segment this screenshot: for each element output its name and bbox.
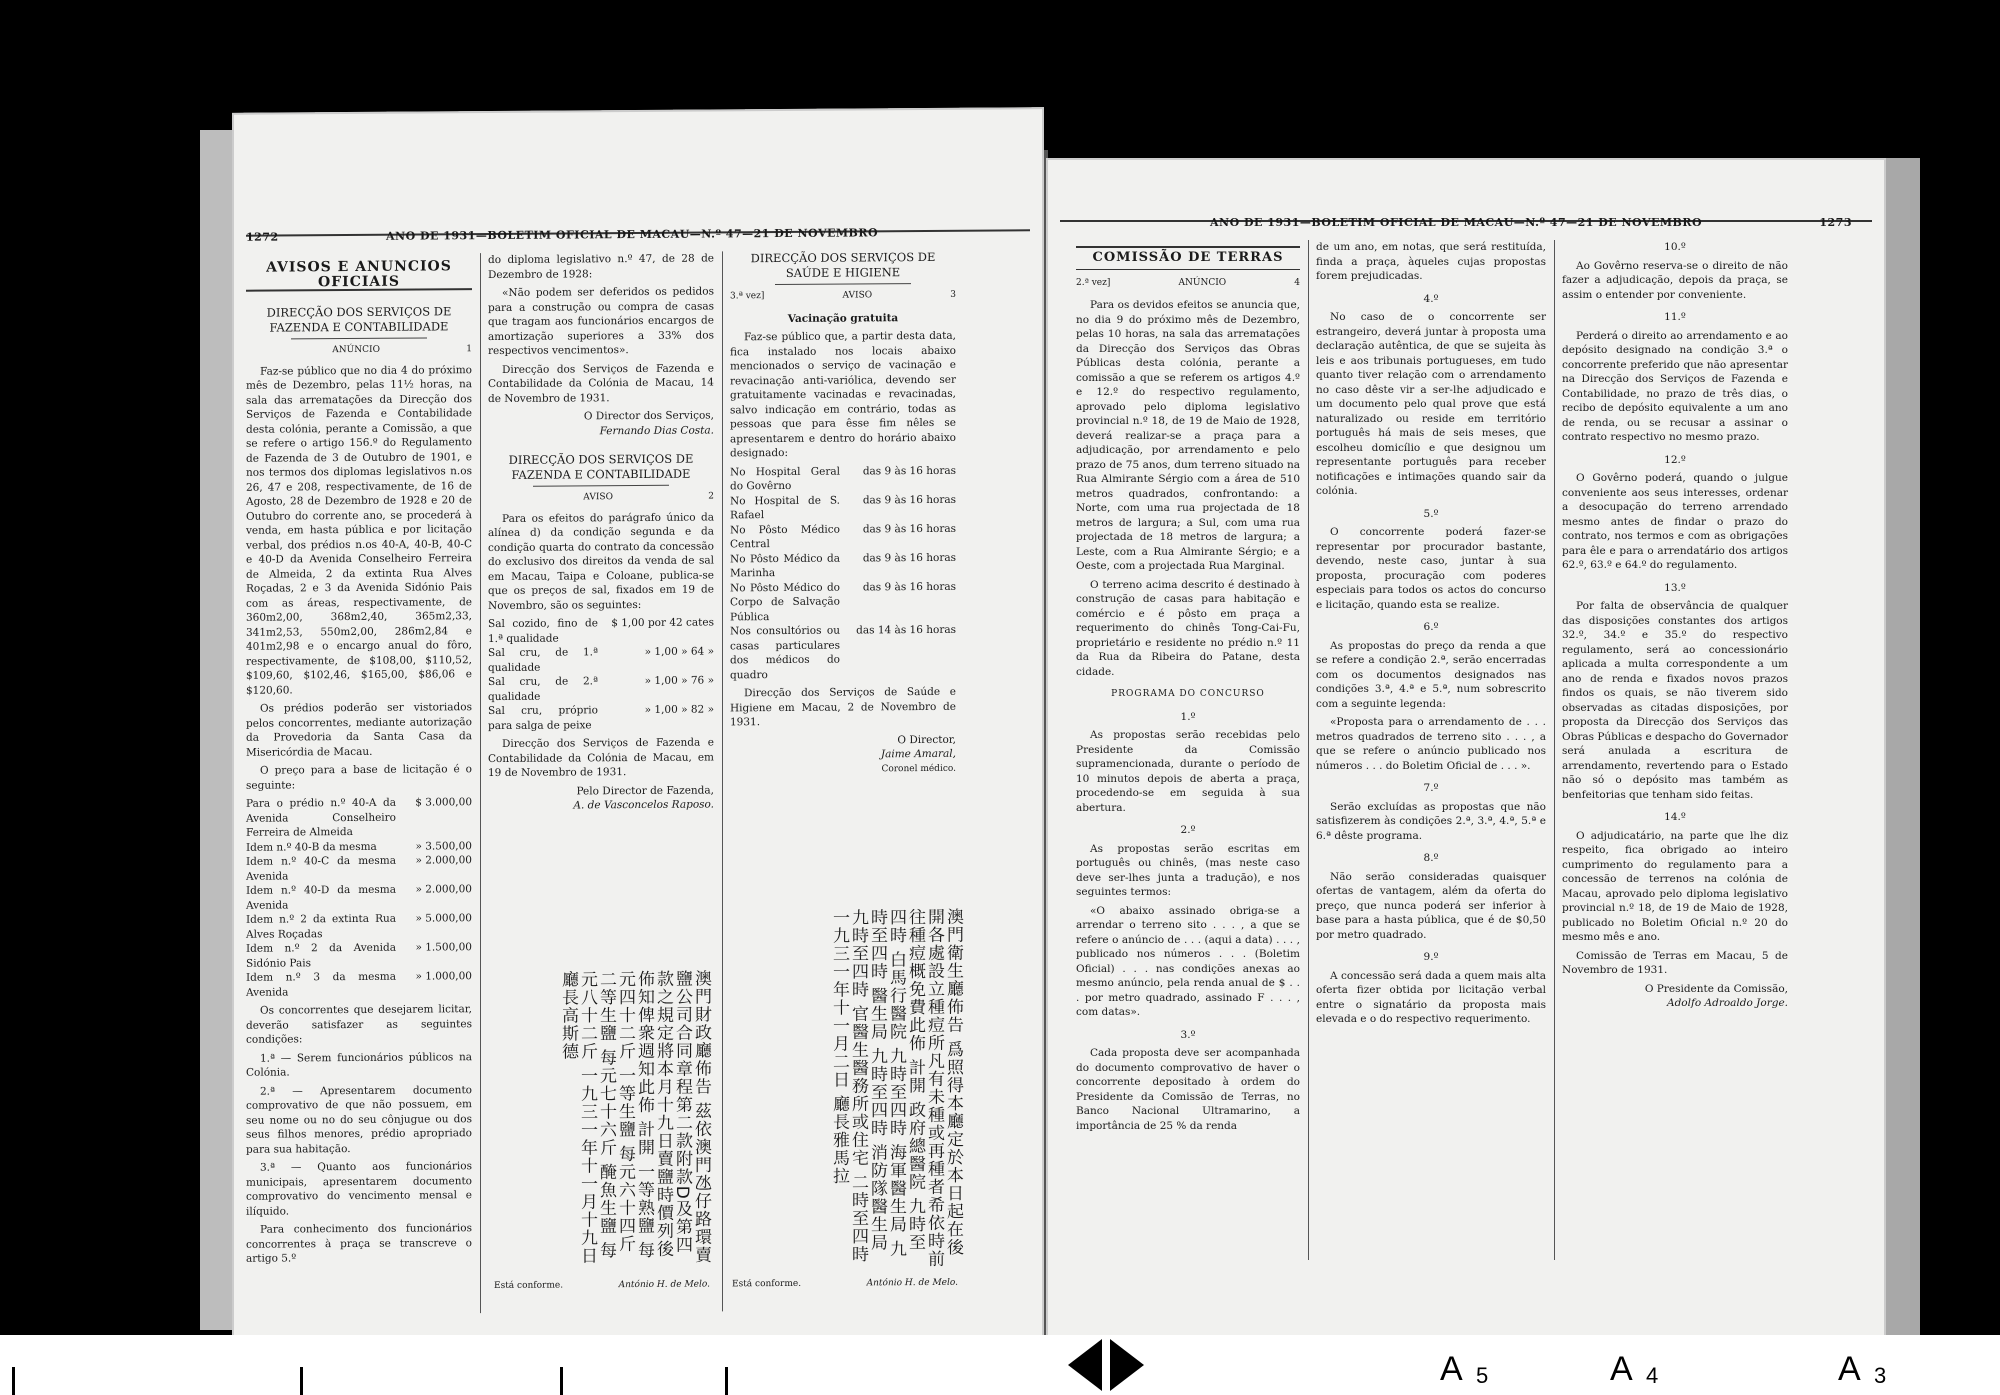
right-column-2 <box>1316 240 1546 1031</box>
chinese-notice-finance: 澳門財政廳佈告 茲依澳門氹仔路環賣鹽公司合同章程第二款附款D及第四款之規定將本月十九日賣鹽時價列後佈知俾衆週知此佈 計開 一等熟鹽 每元四十二斤 一等生鹽 每元六十四斤 二等生鹽 每元七十六斤 醃魚生鹽 每元八十二斤 一九三一年十一月十九日 廳長高斯德 <box>558 969 711 1265</box>
left-header-text: ANO DE 1931—BOLETIM OFICIAL DE MACAU—N.º 47—21 DE NOVEMBRO <box>386 226 879 243</box>
right-running-header <box>1060 216 1872 229</box>
signature-name: Fernando Dias Costa. <box>599 423 714 437</box>
column-rule <box>1308 240 1309 1260</box>
place-row: No Hospital de S. Rafael das 9 às 16 horas <box>730 493 956 522</box>
article-number: 11.º <box>1664 311 1686 323</box>
right-column-1 <box>1076 240 1300 1137</box>
article-number: 1.º <box>1180 710 1196 723</box>
article-number: 13.º <box>1664 581 1686 594</box>
article-number: 8.º <box>1423 852 1439 864</box>
programme-heading: PROGRAMA DO CONCURSO <box>1111 689 1265 699</box>
notice-number: 2 <box>708 491 714 502</box>
dept-heading: DIRECÇÃO DOS SERVIÇOS DE FAZENDA E CONTABILIDADE <box>508 451 694 482</box>
signature-rank: Coronel médico. <box>881 763 956 774</box>
salt-row: Sal cozido, fino de 1.ª qualidade $ 1,00 por 42 cates <box>488 616 714 645</box>
price-row: Idem n.º 40-C da mesma Avenida » 2.000,00 <box>246 854 472 883</box>
salt-row: Sal cru, de 1.ª qualidade » 1,00 » 64 » <box>488 645 714 674</box>
notice-paragraph: Faz-se público que, a partir desta data, fica instalado nos locais abaixo mencionados o serviço de vacinação e revacinação anti-variólica, devendo ser gratuitamente vacinadas e revacinadas, salvo indicação em contrário, todas as pessoas que para êsse fim nêles se apresentarem e dentro do horário abaixo designado: <box>730 329 956 460</box>
page-stack-right <box>1880 158 1920 1338</box>
article-text: O concorrente poderá fazer-se representar por procurador bastante, devendo, neste caso, juntar à sua proposta, procuração com poderes especiais para todos os actos do concurso e licitação, quando esta se realize. <box>1316 526 1546 611</box>
strip-label: A <box>1440 1350 1463 1388</box>
dept-heading: DIRECÇÃO DOS SERVIÇOS DE SAÚDE E HIGIENE <box>750 249 936 280</box>
article-text: Serão excluídas as propostas que não satisfizerem às condições 2.ª, 3.ª, 4.ª, 5.ª e 6.ª dêste programa. <box>1316 800 1546 842</box>
notice-paragraph: 1.ª — Serem funcionários públicos na Colónia. <box>246 1050 472 1079</box>
notice-label-row <box>246 342 472 358</box>
article-text: As propostas serão escritas em português ou chinês, (mas neste caso deve ser-lhes junta a tradução), e nos seguintes termos: <box>1076 842 1300 898</box>
right-arrow-icon <box>1110 1339 1144 1391</box>
insertion-count: 3.ª vez] <box>730 291 765 302</box>
conforme-line: Está conforme. António H. de Melo. <box>494 1279 710 1292</box>
price-row: Idem n.º 2 da extinta Rua Alves Roçadas » 5.000,00 <box>246 912 472 941</box>
signature-title: O Director dos Serviços, <box>583 409 714 423</box>
signature-name: Adolfo Adroaldo Jorge. <box>1667 997 1788 1009</box>
quote-paragraph: «Não podem ser deferidos os pedidos para a construção ou compra de casas que tragam aos funcionários encargos de amortização superiores a 33% dos respectivos vencimentos». <box>488 285 714 358</box>
article-text: Não serão consideradas quaisquer ofertas de vantagem, além da oferta do preço, que nunca poderá ser inferior à base para a hasta pública, que é de $0,50 por metro quadrado. <box>1316 870 1546 941</box>
article-number: 14.º <box>1664 811 1686 823</box>
place-row: Nos consultórios ou casas particulares dos médicos do quadro das 14 às 16 horas <box>730 623 956 681</box>
article-quote: «O abaixo assinado obriga-se a arrendar o terreno sito . . . , a que se refere o anúncio de . . . (aqui a data) . . . , publicado nos números . . . (Boletim Oficial) . . . nas condições anexas ao mesmo anúncio, pela renda anual de $ . . . por metro quadrado, assinado F . . . , com datas». <box>1076 904 1300 1018</box>
article-text: Ao Govêrno reserva-se o direito de não fazer a adjudicação, depois da praça, se assim o entender por conveniente. <box>1562 259 1788 301</box>
notice-paragraph: O preço para a base de licitação é o seguinte: <box>246 763 472 792</box>
left-arrow-icon <box>1068 1339 1102 1391</box>
place-row: No Pôsto Médico do Corpo de Salvação Pública das 9 às 16 horas <box>730 580 956 623</box>
notice-paragraph: 2.ª — Apresentarem documento comprovativo de que não possuem, em seu nome ou no do seu cônjugue ou dos seus filhos menores, prédio apropriado para sua habitação. <box>246 1083 472 1156</box>
strip-label: 4 <box>1646 1363 1659 1388</box>
notice-paragraph: Para os devidos efeitos se anuncia que, no dia 9 do próximo mês de Dezembro, pelas 10 horas, na sala das arrematações da Direcção dos Serviços das Obras Públicas desta colónia, perante a comissão a que se referem os artigos 4.º e 12.º do respectivo regulamento, aprovado pelo diploma legislativo provincial n.º 18, de 19 de Maio de 1928, deverá realizar-se a praça para a adjudicação, por arrendamento e pelo prazo de 75 anos, dum terreno situado na Rua Almirante Sérgio com a área de 510 metros quadrados, confrontando: a Norte, com uma rua projectada de 18 metros de largura; a Sul, com uma rua projectada de 18 metros de largura; a Leste, com a Rua Almirante Sérgio; e a Oeste, com a projectada Rua Marginal. <box>1076 299 1300 572</box>
divider <box>775 283 911 285</box>
left-running-header <box>246 225 1030 244</box>
place-row: No Hospital Geral do Govêrno das 9 às 16 horas <box>730 464 956 493</box>
article-number: 6.º <box>1423 621 1439 633</box>
left-column-3 <box>730 250 956 778</box>
right-page-number: 1273 <box>1819 216 1852 229</box>
notice-number: 1 <box>466 344 472 355</box>
notice-paragraph: 3.ª — Quanto aos funcionários municipais, apresentarem documento comprovativo do vencimento mensal e ilíquido. <box>246 1160 472 1218</box>
vaccination-places <box>730 463 956 682</box>
right-column-3 <box>1562 240 1788 1011</box>
article-number: 2.º <box>1180 824 1196 836</box>
divider <box>533 485 669 487</box>
notice-number: 4 <box>1294 277 1300 288</box>
signature-title: O Presidente da Comissão, <box>1644 982 1788 995</box>
price-row: Idem n.º 40-D da mesma Avenida » 2.000,00 <box>246 883 472 912</box>
notice-label: ANÚNCIO <box>332 344 380 356</box>
salt-row: Sal cru, próprio para salga de peixe » 1,00 » 82 » <box>488 703 714 732</box>
salt-price-list <box>488 615 714 733</box>
notice-paragraph: Direcção dos Serviços de Fazenda e Contabilidade da Colónia de Macau, em 19 de Novembro de 1931. <box>488 736 714 780</box>
notice-label: ANÚNCIO <box>1178 277 1227 288</box>
price-row: Idem n.º 3 da mesma Avenida » 1.000,00 <box>246 970 472 999</box>
column-rule <box>480 253 481 1313</box>
dept-heading: COMISSÃO DE TERRAS <box>1076 246 1300 270</box>
notice-paragraph: O terreno acima descrito é destinado à construção de casas para habitação e comércio e é pôsto em praça a requerimento do chinês Tong-Cai-Fu, proprietário e residente no prédio n.º 11 da Rua da Ribeira do Patane, desta cidade. <box>1076 578 1300 678</box>
left-page-number: 1272 <box>246 230 279 244</box>
article-text: Por falta de observância de qualquer das disposições constantes dos artigos 32.º, 34.º e 35.º do respectivo regulamento, será ao concessionário aplicada a multa correspondente a um ano de renda e fixados novos prazos findos os quais, se não tiverem sido observadas as citadas disposições, por proposta da Direcção dos Serviços das Obras Públicas e despacho do Governador será anulada a escritura de arrendamento, revertendo para o Estado não só o depósito mas também as benfeitorias que tenham sido feitas. <box>1562 600 1788 801</box>
signature-name: Jaime Amaral, <box>880 747 956 761</box>
left-column-2 <box>488 251 714 813</box>
right-page <box>1046 158 1886 1346</box>
article-text: de um ano, em notas, que será restituída, finda a praça, àqueles cujas propostas forem prejudicadas. <box>1316 241 1546 282</box>
notice-paragraph: Para conhecimento dos funcionários concorrentes à praça se transcreve o artigo 5.º <box>246 1222 472 1265</box>
article-text: As propostas do preço da renda a que se refere a condição 2.ª, serão encerradas com os documentos designados nas condições 3.ª, 4.ª e 5.ª, num sobrescrito com a seguinte legenda: <box>1316 639 1546 710</box>
article-text: Perderá o direito ao arrendamento e ao depósito designado na condição 3.ª o concorrente preferido que não apresentar na Direcção dos Serviços de Fazenda e Contabilidade, no prazo de três dias, o recibo de depósito equivalente a um ano de renda, ou se recusar a assinar o contrato respectivo no mesmo prazo. <box>1562 329 1788 443</box>
notice-paragraph: Os concorrentes que desejarem licitar, deverão satisfazer as seguintes condições: <box>246 1003 472 1046</box>
divider <box>291 337 427 339</box>
price-row: Idem n.º 40-B da mesma » 3.500,00 <box>246 839 472 854</box>
column-rule <box>1554 240 1555 1260</box>
article-text: Cada proposta deve ser acompanhada do documento comprovativo de haver o concorrente depositado à ordem do Presidente da Comissão de Terras, no Banco Nacional Ultramarino, a importância de 25 % da renda <box>1076 1047 1300 1132</box>
place-row: No Pôsto Médico da Marinha das 9 às 16 horas <box>730 551 956 580</box>
price-row: Idem n.º 2 da Avenida Sidónio Pais » 1.500,00 <box>246 941 472 970</box>
article-number: 12.º <box>1664 453 1686 466</box>
notice-paragraph: do diploma legislativo n.º 47, de 28 de Dezembro de 1928: <box>488 252 714 281</box>
article-number: 5.º <box>1423 507 1439 520</box>
notice-body: Faz-se público que no dia 4 do próximo mês de Dezembro, pelas 11½ horas, na sala das arrematações da Direcção dos Serviços de Fazenda e Contabilidade desta colónia, perante a Comissão, a que se refere o artigo 156.º do Regulamento de Fazenda de 3 de Outubro de 1901, e nos termos dos diplomas legislativos n.os 26, 47 e 208, respectivamente, de 16 de Agosto, 28 de Dezembro de 1928 e 20 de Outubro do corrente ano, se procederá à venda, em hasta pública e por licitação verbal, dos prédios n.os 40-A, 40-B, 40-C e 40-D da Avenida Conselheiro Ferreira de Almeida, 2 da extinta Rua Alves Roçadas, 2 e 3 da Avenida Sidónio Pais com as áreas, respectivamente, de 360m2,00, 368m2,40, 365m2,33, 341m2,53, 550m2,00, 286m2,84 e 401m2,98 e o encargo anual do fôro, respectivamente, de $108,00, $110,52, $109,60, $102,46, $165,00, $86,06 e $120,60. <box>246 363 472 697</box>
article-number: 10.º <box>1664 241 1686 253</box>
strip-label: A <box>1610 1350 1633 1388</box>
dept-heading: DIRECÇÃO DOS SERVIÇOS DE FAZENDA E CONTABILIDADE <box>266 304 452 335</box>
notice-paragraph: Os prédios poderão ser vistoriados pelos concorrentes, mediante autorização da Provedoria da Santa Casa da Misericórdia de Macau. <box>246 701 472 759</box>
article-number: 9.º <box>1423 951 1439 963</box>
notice-number: 3 <box>950 289 956 300</box>
conforme-line: Está conforme. António H. de Melo. <box>732 1277 958 1290</box>
scanner-target-strip <box>0 1335 2000 1395</box>
strip-label: A <box>1838 1350 1861 1388</box>
article-text: As propostas serão recebidas pelo Presidente da Comissão supramencionada, durante o período de 10 minutos depois de aberta a praça, procedendo-se em seguida à sua abertura. <box>1076 729 1300 814</box>
notice-paragraph: Direcção dos Serviços de Fazenda e Contabilidade da Colónia de Macau, 14 de Novembro de 1931. <box>488 361 714 405</box>
strip-tick <box>560 1367 563 1395</box>
notice-paragraph: Direcção dos Serviços de Saúde e Higiene em Macau, 2 de Novembro de 1931. <box>730 685 956 729</box>
article-text: O Govêrno poderá, quando o julgue conveniente aos seus interesses, ordenar a desocupação do terreno arrendado mesmo antes de findar o prazo do contrato, nos termos e com as obrigações para êle e para o arrendatário dos artigos 62.º, 63.º e 64.º do regulamento. <box>1562 472 1788 571</box>
notice-paragraph: Para os efeitos do parágrafo único da alínea d) da condição segunda e da condição quarta do contrato da concessão do exclusivo dos direitos da venda de sal em Macau, Taipa e Coloane, publica-se que os preços de sal, fixados em 19 de Novembro, são os seguintes: <box>488 510 714 612</box>
notice-title: Vacinação gratuita <box>787 311 899 325</box>
signature-name: A. de Vasconcelos Raposo. <box>573 798 714 812</box>
notice-label: AVISO <box>842 290 873 301</box>
article-number: 3.º <box>1180 1028 1196 1041</box>
article-text: A concessão será dada a quem mais alta oferta fizer obtida por licitação verbal entre o signatário da proposta mais elevada e o do respectivo requerimento. <box>1316 969 1546 1025</box>
left-column-1 <box>246 253 472 1270</box>
signature-title: Pelo Director de Fazenda, <box>576 783 714 797</box>
price-row: Para o prédio n.º 40-A da Avenida Conselheiro Ferreira de Almeida $ 3.000,00 <box>246 796 472 839</box>
salt-row: Sal cru, de 2.ª qualidade » 1,00 » 76 » <box>488 674 714 703</box>
closing-line: Comissão de Terras em Macau, 5 de Novembro de 1931. <box>1562 949 1788 976</box>
strip-tick <box>725 1367 728 1395</box>
article-quote: «Proposta para o arrendamento de . . . metros quadrados de terreno sito . . . , a que se refere o anúncio publicado nos números . . . do Boletim Oficial de . . . ». <box>1316 716 1546 772</box>
price-list <box>246 795 472 1000</box>
strip-label: 3 <box>1874 1363 1887 1388</box>
strip-tick <box>300 1367 303 1395</box>
article-number: 7.º <box>1423 782 1439 794</box>
notice-label-row <box>1076 276 1300 291</box>
chinese-notice-health: 澳門衛生廳佈告 爲照得本廳定於本日起在後開各處設立種痘所凡有未種或再種者希依時前往種痘概免費此佈 計開 政府總醫院 九時至四時 白馬行醫院 九時至四時 海軍醫生局 九時至四時 醫生局 九時至四時 消防隊醫生局 九時至四時 官醫生醫務所或住宅 二時至四時 一九三一年十一月二日 廳長雅馬拉 <box>829 907 963 1269</box>
article-text: O adjudicatário, na parte que lhe diz respeito, fica obrigado ao inteiro cumprimento do regulamento para a concessão de terrenos na colónia de Macau, aprovado pelo diploma legislativo provincial n.º 18, de 19 de Maio de 1928, publicado no Boletim Oficial n.º 20 do mesmo mês e ano. <box>1562 829 1788 943</box>
signature-title: O Director, <box>897 733 956 746</box>
column-rule <box>722 251 723 1311</box>
article-text: No caso de o concorrente ser estrangeiro, deverá juntar à proposta uma declaração autêntica, de que se sujeita às leis e aos tribunais portugueses, em tudo quanto tiver relação com o arrendamento no caso dêste vir a ser-lhe adjudicado e um documento pelo qual prove que está naturalizado ou reside em território português há mais de seis meses, que escolheu domicílio e que designou um representante português para receber notificações e intimações quando sair da colónia. <box>1316 311 1546 497</box>
right-header-text: ANO DE 1931—BOLETIM OFICIAL DE MACAU—N.º 47—21 DE NOVEMBRO <box>1210 216 1703 229</box>
article-number: 4.º <box>1423 292 1439 305</box>
notice-label-row <box>488 489 714 505</box>
notice-label: AVISO <box>583 492 613 503</box>
place-row: No Pôsto Médico Central das 9 às 16 horas <box>730 522 956 551</box>
left-page <box>232 107 1044 1345</box>
notice-label-row <box>730 288 956 304</box>
insertion-count: 2.ª vez] <box>1076 277 1111 288</box>
strip-tick <box>12 1367 15 1395</box>
strip-label: 5 <box>1476 1363 1489 1388</box>
section-title: AVISOS E ANUNCIOS OFICIAIS <box>246 259 472 292</box>
